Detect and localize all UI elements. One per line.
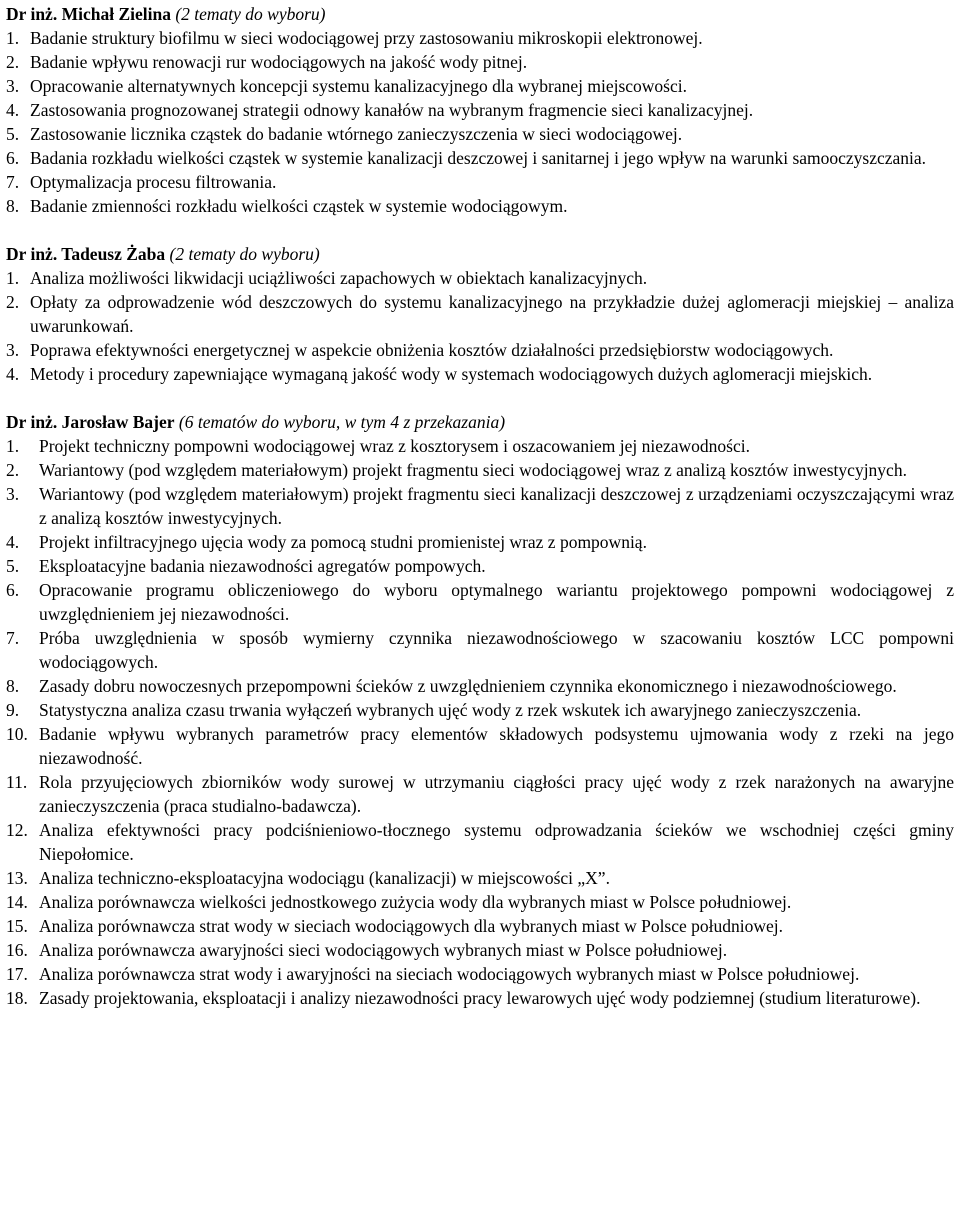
topic-item — [6, 530, 954, 554]
topic-number: 3. — [6, 76, 20, 96]
topic-text: Analiza porównawcza wielkości jednostkowego zużycia wody dla wybranych miast w Polsce południowej. — [39, 892, 792, 912]
topic-list — [6, 26, 954, 218]
topic-number: 9. — [6, 700, 20, 720]
supervisor-section-zielina — [6, 2, 954, 218]
topic-item — [6, 578, 954, 626]
topic-count-note: (6 tematów do wyboru, w tym 4 z przekazania) — [178, 412, 506, 432]
topic-number: 7. — [6, 172, 20, 192]
topic-number: 4. — [6, 532, 20, 552]
topic-item — [6, 146, 954, 170]
supervisor-name: Dr inż. Michał Zielina — [6, 4, 171, 24]
topic-item — [6, 938, 954, 962]
topic-text: Analiza porównawcza awaryjności sieci wodociągowych wybranych miast w Polsce południowej. — [39, 940, 728, 960]
topic-number: 4. — [6, 100, 20, 120]
topic-item — [6, 266, 954, 290]
topic-item — [6, 626, 954, 674]
topic-number: 11. — [6, 772, 28, 792]
topic-item — [6, 338, 954, 362]
section-heading — [6, 410, 954, 434]
topic-number: 8. — [6, 676, 20, 696]
topic-number: 10. — [6, 724, 28, 744]
topic-item — [6, 458, 954, 482]
topic-text: Zastosowanie licznika cząstek do badanie wtórnego zanieczyszczenia w sieci wodociągowej. — [30, 124, 683, 144]
topic-text: Badania rozkładu wielkości cząstek w systemie kanalizacji deszczowej i sanitarnej i jego wpływ na warunki samooczyszczania. — [30, 148, 927, 168]
section-heading — [6, 242, 954, 266]
topic-item — [6, 290, 954, 338]
topic-number: 17. — [6, 964, 28, 984]
topic-text: Poprawa efektywności energetycznej w aspekcie obniżenia kosztów działalności przedsiębiorstw wodociągowych. — [30, 340, 834, 360]
topic-item — [6, 74, 954, 98]
topic-item — [6, 986, 954, 1010]
section-heading — [6, 2, 954, 26]
supervisor-name: Dr inż. Jarosław Bajer — [6, 412, 175, 432]
topic-text: Opracowanie programu obliczeniowego do wyboru optymalnego wariantu projektowego pompowni wodociągowej z uwzględnieniem jej niezawodności. — [39, 580, 954, 624]
topic-item — [6, 482, 954, 530]
topic-item — [6, 434, 954, 458]
topic-number: 2. — [6, 52, 20, 72]
topic-list — [6, 266, 954, 386]
topic-number: 1. — [6, 28, 20, 48]
topic-text: Metody i procedury zapewniające wymaganą jakość wody w systemach wodociągowych dużych aglomeracji miejskich. — [30, 364, 873, 384]
topic-text: Rola przyujęciowych zbiorników wody surowej w utrzymaniu ciągłości pracy ujęć wody z rzek narażonych na awaryjne zanieczyszczenia (praca studialno-badawcza). — [39, 772, 954, 816]
topic-text: Badanie zmienności rozkładu wielkości cząstek w systemie wodociągowym. — [30, 196, 568, 216]
topic-text: Optymalizacja procesu filtrowania. — [30, 172, 277, 192]
topic-text: Badanie struktury biofilmu w sieci wodociągowej przy zastosowaniu mikroskopii elektronowej. — [30, 28, 703, 48]
topic-number: 16. — [6, 940, 28, 960]
topic-number: 18. — [6, 988, 28, 1008]
topic-number: 3. — [6, 484, 20, 504]
topic-number: 6. — [6, 580, 20, 600]
topic-item — [6, 722, 954, 770]
topic-text: Opłaty za odprowadzenie wód deszczowych do systemu kanalizacyjnego na przykładzie dużej aglomeracji miejskiej – analiza uwarunkowań. — [30, 292, 954, 336]
topic-item — [6, 50, 954, 74]
topic-item — [6, 26, 954, 50]
topic-item — [6, 674, 954, 698]
topic-text: Badanie wpływu wybranych parametrów pracy elementów składowych podsystemu ujmowania wody z rzeki na jego niezawodność. — [39, 724, 954, 768]
topic-item — [6, 98, 954, 122]
topic-text: Analiza efektywności pracy podciśnieniowo-tłocznego systemu odprowadzania ścieków we wschodniej części gminy Niepołomice. — [39, 820, 954, 864]
topic-item — [6, 962, 954, 986]
topic-item — [6, 362, 954, 386]
topic-item — [6, 554, 954, 578]
topic-text: Wariantowy (pod względem materiałowym) projekt fragmentu sieci kanalizacji deszczowej z urządzeniami oczyszczającymi wraz z analizą kosztów inwestycyjnych. — [39, 484, 954, 528]
topic-text: Analiza porównawcza strat wody i awaryjności na sieciach wodociągowych wybranych miast w Polsce południowej. — [39, 964, 860, 984]
topic-number: 2. — [6, 292, 20, 312]
topic-text: Projekt infiltracyjnego ujęcia wody za pomocą studni promienistej wraz z pompownią. — [39, 532, 647, 552]
supervisor-section-zaba — [6, 242, 954, 386]
topic-number: 12. — [6, 820, 28, 840]
topic-text: Opracowanie alternatywnych koncepcji systemu kanalizacyjnego dla wybranej miejscowości. — [30, 76, 687, 96]
topic-item — [6, 890, 954, 914]
topic-text: Próba uwzględnienia w sposób wymierny czynnika niezawodnościowego w szacowaniu kosztów LCC pompowni wodociągowych. — [39, 628, 954, 672]
topic-number: 13. — [6, 868, 28, 888]
supervisor-section-bajer — [6, 410, 954, 1010]
topic-item — [6, 194, 954, 218]
topic-number: 1. — [6, 268, 20, 288]
topic-item — [6, 818, 954, 866]
topic-number: 5. — [6, 556, 20, 576]
topic-text: Zastosowania prognozowanej strategii odnowy kanałów na wybranym fragmencie sieci kanalizacyjnej. — [30, 100, 754, 120]
topic-count-note: (2 tematy do wyboru) — [169, 244, 320, 264]
topic-count-note: (2 tematy do wyboru) — [175, 4, 326, 24]
topic-number: 8. — [6, 196, 20, 216]
topic-item — [6, 770, 954, 818]
topic-item — [6, 866, 954, 890]
topic-number: 6. — [6, 148, 20, 168]
topic-number: 4. — [6, 364, 20, 384]
topic-text: Statystyczna analiza czasu trwania wyłączeń wybranych ujęć wody z rzek wskutek ich awaryjnego zanieczyszczenia. — [39, 700, 862, 720]
supervisor-name: Dr inż. Tadeusz Żaba — [6, 244, 166, 264]
topic-number: 2. — [6, 460, 20, 480]
topic-number: 1. — [6, 436, 20, 456]
topic-text: Analiza porównawcza strat wody w sieciach wodociągowych dla wybranych miast w Polsce południowej. — [39, 916, 784, 936]
topic-text: Zasady dobru nowoczesnych przepompowni ścieków z uwzględnieniem czynnika ekonomicznego i niezawodnościowego. — [39, 676, 897, 696]
topic-text: Analiza możliwości likwidacji uciążliwości zapachowych w obiektach kanalizacyjnych. — [30, 268, 648, 288]
topic-text: Zasady projektowania, eksploatacji i analizy niezawodności pracy lewarowych ujęć wody podziemnej (studium literaturowe). — [39, 988, 921, 1008]
topic-text: Wariantowy (pod względem materiałowym) projekt fragmentu sieci wodociągowej wraz z analizą kosztów inwestycyjnych. — [39, 460, 907, 480]
topic-number: 7. — [6, 628, 20, 648]
topic-item — [6, 170, 954, 194]
topic-number: 5. — [6, 124, 20, 144]
topic-text: Eksploatacyjne badania niezawodności agregatów pompowych. — [39, 556, 486, 576]
topic-number: 15. — [6, 916, 28, 936]
topic-number: 14. — [6, 892, 28, 912]
topic-text: Analiza techniczno-eksploatacyjna wodociągu (kanalizacji) w miejscowości „X”. — [39, 868, 610, 888]
topic-list — [6, 434, 954, 1010]
topic-item — [6, 914, 954, 938]
topic-text: Badanie wpływu renowacji rur wodociągowych na jakość wody pitnej. — [30, 52, 528, 72]
topic-number: 3. — [6, 340, 20, 360]
topic-text: Projekt techniczny pompowni wodociągowej wraz z kosztorysem i oszacowaniem jej niezawodności. — [39, 436, 750, 456]
topic-item — [6, 122, 954, 146]
topic-item — [6, 698, 954, 722]
